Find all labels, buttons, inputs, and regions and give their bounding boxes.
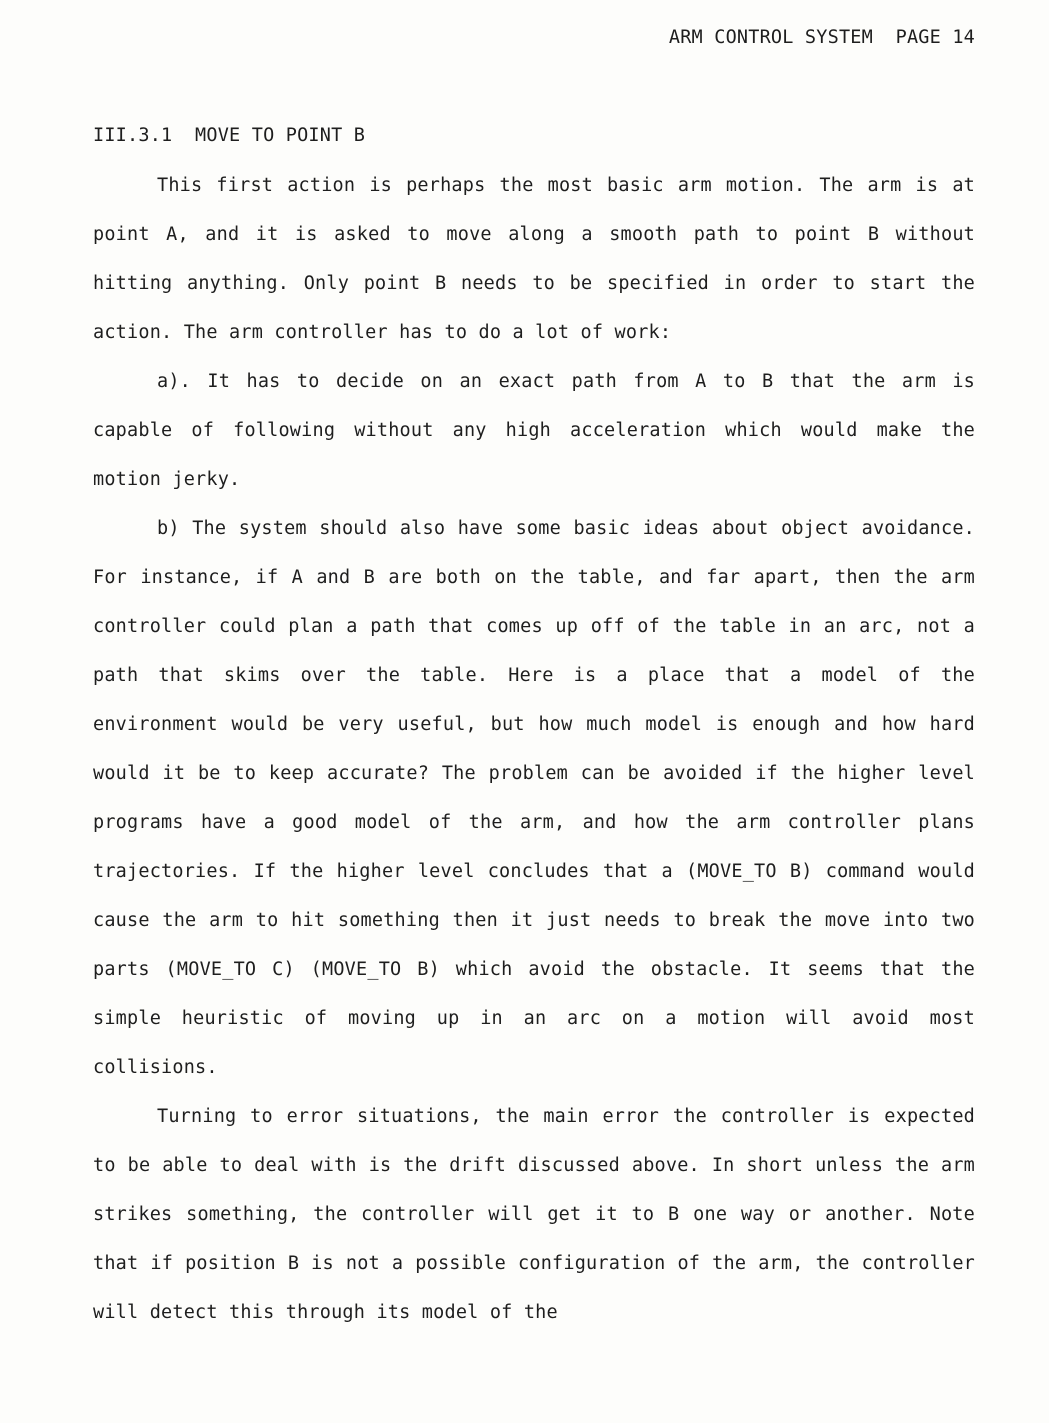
paragraph-item-b: b) The system should also have some basic ideas about object avoidance. For instance, if A and B are both on the table, and far apart, then the arm controller could plan a path that comes up off of the table in an arc, not a path that skims over the table. Here is a place that a model of the environment would be very useful, but how much model is enough and how hard would it be to keep accurate? The problem can be avoided if the higher level programs have a good model of the arm, and how the arm controller plans trajectories. If the higher level concludes that a (MOVE_TO B) command would cause the arm to hit something then it just needs to break the move into two parts (MOVE_TO C) (MOVE_TO B) which avoid the obstacle. It seems that the simple heuristic of moving up in an arc on a motion will avoid most collisions. [93,518,975,1078]
paragraph-error-situations: Turning to error situations, the main error the controller is expected to be able to deal with is the drift discussed above. In short unless the arm strikes something, the controller will get it to B one way or another. Note that if position B is not a possible configuration of the arm, the controller will detect this through its model of the [93,1106,975,1323]
body-text [93,161,975,1337]
section-heading: III.3.1 MOVE TO POINT B [93,125,366,146]
running-header: ARM CONTROL SYSTEM PAGE 14 [668,27,975,48]
paragraph-intro: This first action is perhaps the most basic arm motion. The arm is at point A, and it is asked to move along a smooth path to point B without hitting anything. Only point B needs to be specified in order to start the action. The arm controller has to do a lot of work: [93,175,975,343]
paragraph-item-a: a). It has to decide on an exact path from A to B that the arm is capable of following without any high acceleration which would make the motion jerky. [93,371,975,490]
